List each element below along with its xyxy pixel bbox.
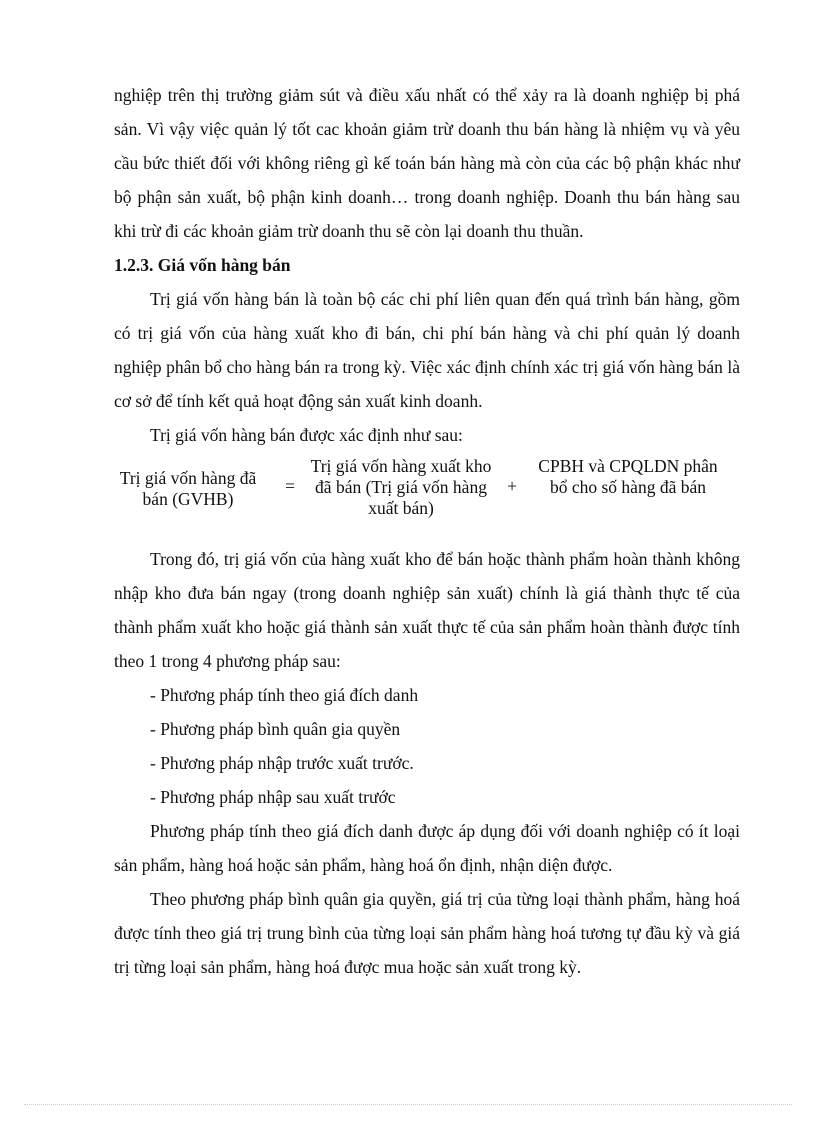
paragraph-cost-definition: Trị giá vốn hàng bán là toàn bộ các chi phí liên quan đến quá trình bán hàng, gồm có trị giá vốn của hàng xuất kho đi bán, chi phí bán hàng và chi phí quản lý doanh nghiệp phân bổ cho hàng bán ra trong kỳ. Việc xác định chính xác trị giá vốn hàng bán là cơ sở để tính kết quả hoạt động sản xuất kinh doanh. — [114, 289, 740, 411]
formula-equals-sign: = — [285, 476, 295, 496]
formula-plus-sign: + — [507, 476, 517, 496]
paragraph-revenue-deductions: nghiệp trên thị trường giảm sút và điều xấu nhất có thể xảy ra là doanh nghiệp bị phá sản. Vì vậy việc quản lý tốt cac khoản giảm trừ doanh thu bán hàng là nhiệm vụ và yêu cầu bức thiết đối với không riêng gì kế toán bán hàng mà còn của các bộ phận khác như bộ phận sản xuất, bộ phận kinh doanh… trong doanh nghiệp. Doanh thu bán hàng sau khi trừ đi các khoản giảm trừ doanh thu sẽ còn lại doanh thu thuần. — [114, 85, 740, 241]
formula-middle-term: Trị giá vốn hàng xuất kho đã bán (Trị giá vốn hàng xuất bán) — [310, 456, 492, 518]
paragraph-specific-identification: Phương pháp tính theo giá đích danh được áp dụng đối với doanh nghiệp có ít loại sản phẩm, hàng hoá hoặc sản phẩm, hàng hoá ổn định, nhận diện được. — [114, 821, 740, 875]
section-heading-cost-of-goods-sold: 1.2.3. Giá vốn hàng bán — [114, 255, 291, 275]
paragraph-formula-intro: Trị giá vốn hàng bán được xác định như sau: — [150, 425, 463, 445]
method-list-item: - Phương pháp bình quân gia quyền — [150, 719, 401, 739]
document-page — [114, 78, 740, 984]
method-list-item: - Phương pháp nhập trước xuất trước. — [150, 753, 414, 773]
method-list-item: - Phương pháp tính theo giá đích danh — [150, 685, 419, 705]
paragraph-weighted-average: Theo phương pháp bình quân gia quyền, giá trị của từng loại thành phẩm, hàng hoá được tính theo giá trị trung bình của từng loại sản phẩm hàng hoá tương tự đầu kỳ và giá trị từng loại sản phẩm, hàng hoá được mua hoặc sản xuất trong kỳ. — [114, 889, 740, 977]
formula-left-term: Trị giá vốn hàng đã bán (GVHB) — [119, 468, 257, 509]
paragraph-cost-explanation: Trong đó, trị giá vốn của hàng xuất kho để bán hoặc thành phẩm hoàn thành không nhập kho đưa bán ngay (trong doanh nghiệp sản xuất) chính là giá thành thực tế của thành phẩm xuất kho hoặc giá thành sản xuất thực tế của sản phẩm hoàn thành được tính theo 1 trong 4 phương pháp sau: — [114, 549, 740, 671]
formula-right-term: CPBH và CPQLDN phân bổ cho số hàng đã bán — [538, 456, 718, 497]
method-list-item: - Phương pháp nhập sau xuất trước — [150, 787, 396, 807]
footer-divider — [24, 1104, 792, 1105]
cost-formula — [114, 456, 740, 530]
